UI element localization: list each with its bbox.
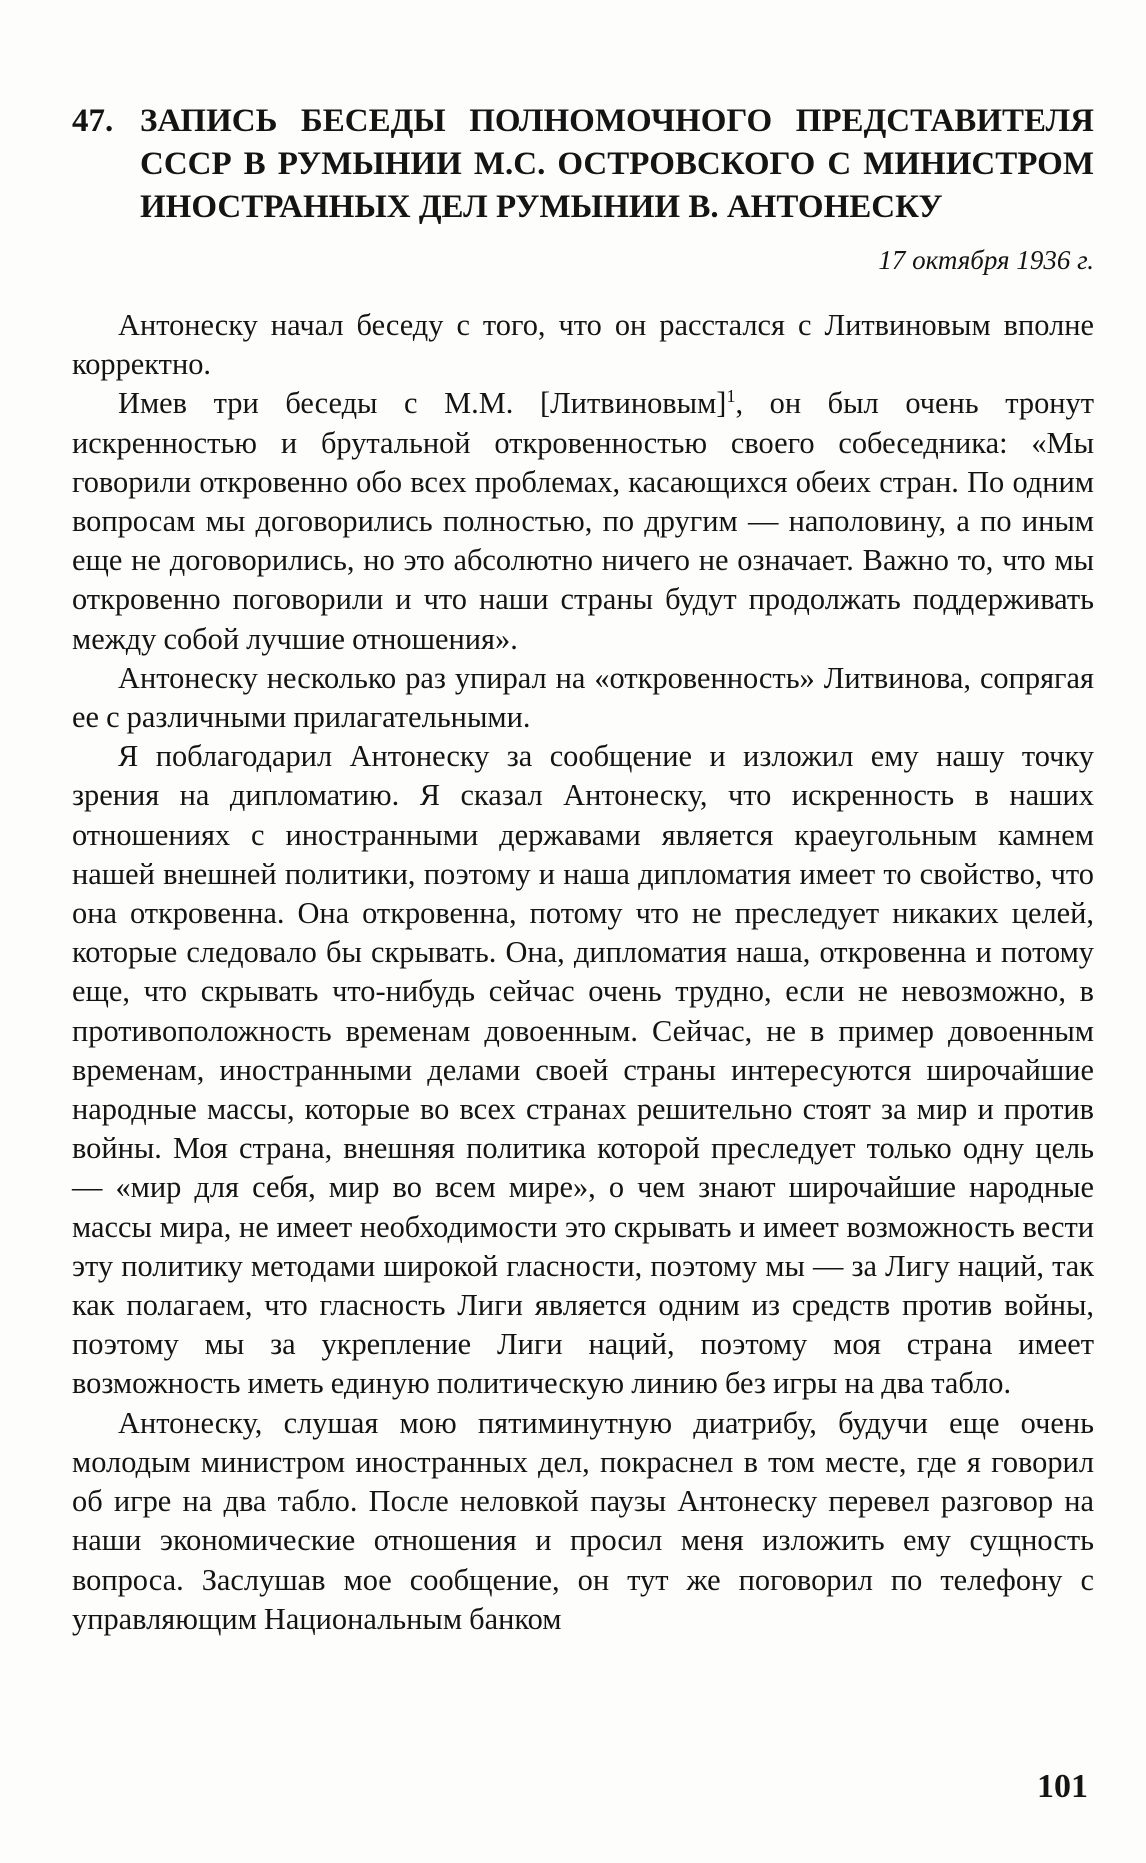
paragraph-5: Антонеску, слушая мою пятиминутную диатрибу, будучи еще очень молодым министром иностранных дел, покраснел в том месте, где я говорил об игре на два табло. После неловкой паузы Антонеску перевел разговор на наши экономические отношения и просил меня изложить ему сущность вопроса. Заслушав мое сообщение, он тут же поговорил по телефону с управляющим Национальным банком xyxy=(72,1405,1094,1636)
paragraph-1: Антонеску начал беседу с того, что он расстался с Литвиновым вполне корректно. xyxy=(72,308,1094,382)
paragraph-2-rest: , он был очень тронут искренностью и брутальной откровенностью своего собеседника: «Мы говорили откровенно обо всех проблемах, касающихся обеих стран. По одним вопросам мы договорились полностью, по другим — наполовину, а по иным еще не договорились, но это абсолютно ничего не означает. Важно то, что мы откровенно поговорили и что наши страны будут продолжать поддерживать между собой лучшие отношения». xyxy=(72,386,1094,656)
footnote-marker: 1 xyxy=(726,386,736,407)
paragraph-2 xyxy=(72,384,1094,658)
document-date: 17 октября 1936 г. xyxy=(878,245,1094,275)
paragraph-3: Антонеску несколько раз упирал на «откровенность» Литвинова, сопрягая ее с различными прилагательными. xyxy=(72,660,1094,735)
page-content xyxy=(72,100,1094,1639)
paragraph-4: Я поблагодарил Антонеску за сообщение и изложил ему нашу точку зрения на дипломатию. Я сказал Антонеску, что искренность в наших отношениях с иностранными державами является краеугольным камнем нашей внешней политики, поэтому и наша дипломатия имеет то свойство, что она откровенна. Она откровенна, потому что не преследует никаких целей, которые следовало бы скрывать. Она, дипломатия наша, откровенна и потому еще, что скрывать что-нибудь сейчас очень трудно, если не невозможно, в противоположность временам довоенным. Сейчас, не в пример довоенным временам, иностранными делами своей страны интересуются широчайшие народные массы, которые во всех странах решительно стоят за мир и против войны. Моя страна, внешняя политика которой преследует только одну цель — «мир для себя, мир во всем мире», о чем знают широчайшие народные массы мира, не имеет необходимости это скрывать и имеет возможность вести эту политику методами широкой гласности, поэтому мы — за Лигу наций, так как полагаем, что гласность Лиги является одним из средств против войны, поэтому мы за укрепление Лиги наций, поэтому моя страна имеет возможность иметь единую политическую линию без игры на два табло. xyxy=(72,739,1094,1401)
document-heading: ЗАПИСЬ БЕСЕДЫ ПОЛНОМОЧНОГО ПРЕДСТАВИТЕЛЯ СССР В РУМЫНИИ М.С. ОСТРОВСКОГО С МИНИСТРОМ ИНОСТРАННЫХ ДЕЛ РУМЫНИИ В. АНТОНЕСКУ xyxy=(140,103,1094,225)
paragraph-2-start: Имев три беседы с М.М. [Литвиновым] xyxy=(118,386,727,421)
document-title xyxy=(72,100,1094,229)
page-number: 101 xyxy=(1037,1768,1088,1805)
document-number: 47. xyxy=(72,103,114,139)
